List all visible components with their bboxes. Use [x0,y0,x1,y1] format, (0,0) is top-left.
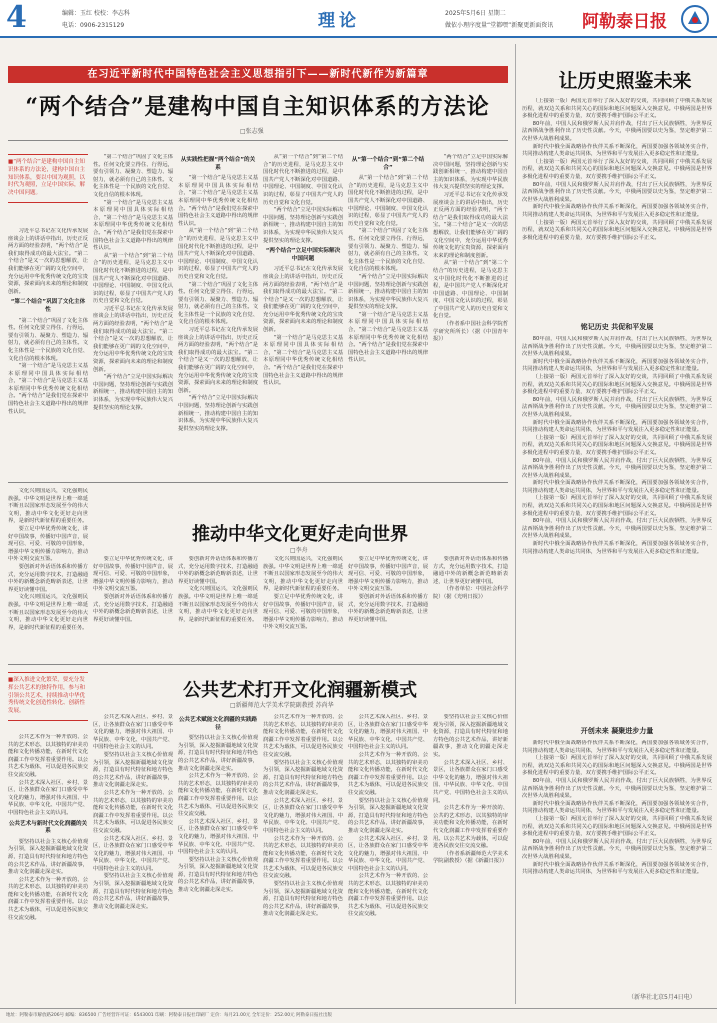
article1-column-6: “两个结合”立足中国实际解决中国问题，坚持理论创新与实践创新相统一，推动构建中国自主的知识体系，为实现中华民族伟大复兴提供坚实的理论支撑。 习近平总书记在文化传承发展座谈会上的讲话中指出，历史正反两方面的经验表明，“两个结合”是我们取得成功的最大法宝。“第二个结合”是又一次的思想解放，让我们能够在更广阔的文化空间中，充分运用中华优秀传统文化的宝贵资源，探索面向未来的理论和制度创新。 从“第一个结合”到“第二个结合”的历史进程，是马克思主义中国化时代化不断推进的过程，是中国共产党人不断深化对中国道路、中国理论、中国制度、中国文化认识的过程，彰显了中国共产党人的历史自觉和文化自觉。 （作者系中国社会科学院哲学研究所所长）（据《中国青年报》） [433,154,508,343]
article4-column-1: 公共艺术作为一种开放的、公共的艺术形态，以其独特的审美功能和文化传播功能，在新时代文化润疆工作中发挥着重要作用。以公共艺术为载体，可以促进各民族交往交流交融。 公共艺术深入社区、乡村、景区，让各族群众在家门口感受中华文化的魅力，增强对伟大祖国、中华民族、中华文化、中国共产党、中国特色社会主义的认同。 公共艺术与新时代文化润疆的关系 要坚持以社会主义核心价值观为引领，深入挖掘新疆地域文化资源，打造具有时代特征和地方特色的公共艺术作品，讲好新疆故事，推动文化润疆走深走实。 公共艺术作为一种开放的、公共的艺术形态，以其独特的审美功能和文化传播功能，在新时代文化润疆工作中发挥着重要作用。以公共艺术为载体，可以促进各民族交往交流交融。 [8,734,88,921]
page-number: 4 [6,0,27,35]
article4-column-4: 公共艺术作为一种开放的、公共的艺术形态，以其独特的审美功能和文化传播功能，在新时代文化润疆工作中发挥着重要作用。以公共艺术为载体，可以促进各民族交往交流交融。 要坚持以社会主义核心价值观为引领，深入挖掘新疆地域文化资源，打造具有时代特征和地方特色的公共艺术作品，讲好新疆故事，推动文化润疆走深走实。 公共艺术深入社区、乡村、景区，让各族群众在家门口感受中华文化的魅力，增强对伟大祖国、中华民族、中华文化、中国共产党、中国特色社会主义的认同。 公共艺术作为一种开放的、公共的艺术形态，以其独特的审美功能和文化传播功能，在新时代文化润疆工作中发挥着重要作用。以公共艺术为载体，可以促进各民族交往交流交融。 要坚持以社会主义核心价值观为引领，深入挖掘新疆地域文化资源，打造具有时代特征和地方特色的公共艺术作品，讲好新疆故事，推动文化润疆走深走实。 [263,714,343,918]
article1-column-4: 从“第一个结合”到“第二个结合”的历史进程，是马克思主义中国化时代化不断推进的过程，是中国共产党人不断深化对中国道路、中国理论、中国制度、中国文化认识的过程，彰显了中国共产党人的历史自觉和文化自觉。 “两个结合”立足中国实际解决中国问题，坚持理论创新与实践创新相统一，推动构建中国自主的知识体系，为实现中华民族伟大复兴提供坚实的理论支撑。 “两个结合”立足中国实际解决中国问题 习近平总书记在文化传承发展座谈会上的讲话中指出，历史正反两方面的经验表明，“两个结合”是我们取得成功的最大法宝。“第二个结合”是又一次的思想解放，让我们能够在更广阔的文化空间中，充分运用中华优秀传统文化的宝贵资源，探索面向未来的理论和制度创新。 “第一个结合”是马克思主义基本原理同中国具体实际相结合，“第二个结合”是马克思主义基本原理同中华优秀传统文化相结合。“两个结合”是我们党在探索中国特色社会主义道路中得出的规律性认识。 [263,154,343,387]
article2-body-1: （上接第一版）两国元首举行了深入友好的交谈，共同回顾了中俄关系发展历程，就双边关系和共同关心的国际和地区问题深入交换意见。中俄两国是世界多极化进程中的重要力量，双方要携手维护国际公平正义。 80年前，中国人民和俄罗斯人民并肩作战，付出了巨大民族牺牲，为世界反法西斯战争胜利作出了历史性贡献。今天，中俄两国要以史为鉴，坚定维护第二次世界大战胜利成果。 新时代中俄全面战略协作伙伴关系不断深化，两国要加强各领域务实合作，共同推动构建人类命运共同体，为世界和平与发展注入更多稳定性和正能量。 （上接第一版）两国元首举行了深入友好的交谈，共同回顾了中俄关系发展历程，就双边关系和共同关心的国际和地区问题深入交换意见。中俄两国是世界多极化进程中的重要力量，双方要携手维护国际公平正义。 80年前，中国人民和俄罗斯人民并肩作战，付出了巨大民族牺牲，为世界反法西斯战争胜利作出了历史性贡献。今天，中俄两国要以史为鉴，坚定维护第二次世界大战胜利成果。 新时代中俄全面战略协作伙伴关系不断深化，两国要加强各领域务实合作，共同推动构建人类命运共同体，为世界和平与发展注入更多稳定性和正能量。 （上接第一版）两国元首举行了深入友好的交谈，共同回顾了中俄关系发展历程，就双边关系和共同关心的国际和地区问题深入交换意见。中俄两国是世界多极化进程中的重要力量，双方要携手维护国际公平正义。 [522,98,712,241]
article3-column-3: 要创新对外话语体系和传播方式，充分运用数字技术，打造融通中外的新概念新范畴新表述，让世界更好读懂中国。 文化兴则国运兴，文化强则民族强。中华文明是世界上唯一绵延不断且以国家形态发展至今的伟大文明，推动中华文化更好走向世界，是新时代新征程的重要任务。 [178,556,258,623]
article4-column-2: 公共艺术深入社区、乡村、景区，让各族群众在家门口感受中华文化的魅力，增强对伟大祖国、中华民族、中华文化、中国共产党、中国特色社会主义的认同。 要坚持以社会主义核心价值观为引领，深入挖掘新疆地域文化资源，打造具有时代特征和地方特色的公共艺术作品，讲好新疆故事，推动文化润疆走深走实。 公共艺术作为一种开放的、公共的艺术形态，以其独特的审美功能和文化传播功能，在新时代文化润疆工作中发挥着重要作用。以公共艺术为载体，可以促进各民族交往交流交融。 公共艺术深入社区、乡村、景区，让各族群众在家门口感受中华文化的魅力，增强对伟大祖国、中华民族、中华文化、中国共产党、中国特色社会主义的认同。 要坚持以社会主义核心价值观为引领，深入挖掘新疆地域文化资源，打造具有时代特征和地方特色的公共艺术作品，讲好新疆故事，推动文化润疆走深走实。 [93,714,173,910]
article2-source: （新华社北京5月4日电） [628,994,696,1001]
header-slogan: 做依小理序度量“堂都嘿”新聚更新面资讯 [445,22,554,29]
editor-credit: 编辑：玉红 校校：李志科 [62,10,130,17]
article1-column-5: 从“第一个结合”到“第二个结合” 从“第一个结合”到“第二个结合”的历史进程，是马克思主义中国化时代化不断推进的过程，是中国共产党人不断深化对中国道路、中国理论、中国制度、中国文化认识的过程，彰显了中国共产党人的历史自觉和文化自觉。 “第二个结合”巩固了文化主体性。任何文化要立得住、行得远，要有引领力、凝聚力、塑造力、辐射力，就必须有自己的主体性。文化主体性是一个民族的文化自觉、文化自信的根本体现。 “两个结合”立足中国实际解决中国问题，坚持理论创新与实践创新相统一，推动构建中国自主的知识体系，为实现中华民族伟大复兴提供坚实的理论支撑。 “第一个结合”是马克思主义基本原理同中国具体实际相结合，“第二个结合”是马克思主义基本原理同中华优秀传统文化相结合。“两个结合”是我们党在探索中国特色社会主义道路中得出的规律性认识。 [348,157,428,364]
article2-heading-1: 铭记历史 共促和平发展 [580,323,654,331]
issue-date: 2025年5月6日 星期二 [445,10,506,17]
page-header [0,0,717,38]
article3-column-1: 文化兴则国运兴，文化强则民族强。中华文明是世界上唯一绵延不断且以国家形态发展至今的伟大文明，推动中华文化更好走向世界，是新时代新征程的重要任务。 要立足中华优秀传统文化，讲好中国故事，传播好中国声音，展现可信、可爱、可敬的中国形象，增强中华文明传播力影响力，推动中外文明交流互鉴。 要创新对外话语体系和传播方式，充分运用数字技术，打造融通中外的新概念新范畴新表述，让世界更好读懂中国。 文化兴则国运兴，文化强则民族强。中华文明是世界上唯一绵延不断且以国家形态发展至今的伟大文明，推动中华文化更好走向世界，是新时代新征程的重要任务。 [8,488,88,631]
article3-column-5: 要立足中华优秀传统文化，讲好中国故事，传播好中国声音，展现可信、可爱、可敬的中国形象，增强中华文明传播力影响力，推动中外文明交流互鉴。 要创新对外话语体系和传播方式，充分运用数字技术，打造融通中外的新概念新范畴新表述，让世界更好读懂中国。 [348,556,428,623]
article4-title[interactable]: 公共艺术打开文化润疆新模式 [183,680,417,701]
newspaper-name: 阿勒泰日报 [582,12,667,32]
article1-column-3: 从实践性把握“两个结合”的关系 “第一个结合”是马克思主义基本原理同中国具体实际相结合，“第二个结合”是马克思主义基本原理同中华优秀传统文化相结合。“两个结合”是我们党在探索中国特色社会主义道路中得出的规律性认识。 从“第一个结合”到“第二个结合”的历史进程，是马克思主义中国化时代化不断推进的过程，是中国共产党人不断深化对中国道路、中国理论、中国制度、中国文化认识的过程，彰显了中国共产党人的历史自觉和文化自觉。 “第二个结合”巩固了文化主体性。任何文化要立得住、行得远，要有引领力、凝聚力、塑造力、辐射力，就必须有自己的主体性。文化主体性是一个民族的文化自觉、文化自信的根本体现。 习近平总书记在文化传承发展座谈会上的讲话中指出，历史正反两方面的经验表明，“两个结合”是我们取得成功的最大法宝。“第二个结合”是又一次的思想解放，让我们能够在更广阔的文化空间中，充分运用中华优秀传统文化的宝贵资源，探索面向未来的理论和制度创新。 “两个结合”立足中国实际解决中国问题，坚持理论创新与实践创新相统一，推动构建中国自主的知识体系，为实现中华民族伟大复兴提供坚实的理论支撑。 [178,157,258,432]
article2-title[interactable]: 让历史照鉴未来 [558,70,692,92]
divider [8,664,508,665]
article1-column-2: “第二个结合”巩固了文化主体性。任何文化要立得住、行得远，要有引领力、凝聚力、塑造力、辐射力，就必须有自己的主体性。文化主体性是一个民族的文化自觉、文化自信的根本体现。 “第一个结合”是马克思主义基本原理同中国具体实际相结合，“第二个结合”是马克思主义基本原理同中华优秀传统文化相结合。“两个结合”是我们党在探索中国特色社会主义道路中得出的规律性认识。 从“第一个结合”到“第二个结合”的历史进程，是马克思主义中国化时代化不断推进的过程，是中国共产党人不断深化对中国道路、中国理论、中国制度、中国文化认识的过程，彰显了中国共产党人的历史自觉和文化自觉。 习近平总书记在文化传承发展座谈会上的讲话中指出，历史正反两方面的经验表明，“两个结合”是我们取得成功的最大法宝。“第二个结合”是又一次的思想解放，让我们能够在更广阔的文化空间中，充分运用中华优秀传统文化的宝贵资源，探索面向未来的理论和制度创新。 “两个结合”立足中国实际解决中国问题，坚持理论创新与实践创新相统一，推动构建中国自主的知识体系，为实现中华民族伟大复兴提供坚实的理论支撑。 [93,154,173,411]
page-footer: 地址：阿勒泰市解放路206号 邮编：836500 广告经营许可证：6543001 印刷：阿勒泰日报社印刷厂 定价：每月21.00元 全年定价：252.00元 阿勒泰日报社出版 [0,1008,717,1023]
article4-column-3: 公共艺术赋能文化润疆的实践路径 要坚持以社会主义核心价值观为引领，深入挖掘新疆地域文化资源，打造具有时代特征和地方特色的公共艺术作品，讲好新疆故事，推动文化润疆走深走实。 公共艺术作为一种开放的、公共的艺术形态，以其独特的审美功能和文化传播功能，在新时代文化润疆工作中发挥着重要作用。以公共艺术为载体，可以促进各民族交往交流交融。 公共艺术深入社区、乡村、景区，让各族群众在家门口感受中华文化的魅力，增强对伟大祖国、中华民族、中华文化、中国共产党、中国特色社会主义的认同。 要坚持以社会主义核心价值观为引领，深入挖掘新疆地域文化资源，打造具有时代特征和地方特色的公共艺术作品，讲好新疆故事，推动文化润疆走深走实。 [178,717,258,894]
article2-heading-2: 开创未来 凝聚进步力量 [580,727,654,735]
article4-column-5: 公共艺术深入社区、乡村、景区，让各族群众在家门口感受中华文化的魅力，增强对伟大祖国、中华民族、中华文化、中国共产党、中国特色社会主义的认同。 公共艺术作为一种开放的、公共的艺术形态，以其独特的审美功能和文化传播功能，在新时代文化润疆工作中发挥着重要作用。以公共艺术为载体，可以促进各民族交往交流交融。 要坚持以社会主义核心价值观为引领，深入挖掘新疆地域文化资源，打造具有时代特征和地方特色的公共艺术作品，讲好新疆故事，推动文化润疆走深走实。 公共艺术深入社区、乡村、景区，让各族群众在家门口感受中华文化的魅力，增强对伟大祖国、中华民族、中华文化、中国共产党、中国特色社会主义的认同。 公共艺术作为一种开放的、公共的艺术形态，以其独特的审美功能和文化传播功能，在新时代文化润疆工作中发挥着重要作用。以公共艺术为载体，可以促进各民族交往交流交融。 [348,714,428,918]
article1-banner: 在习近平新时代中国特色社会主义思想指引下——新时代新作为新篇章 [8,66,508,83]
section-name: 理论 [318,11,360,31]
newspaper-logo-icon [680,4,710,34]
article3-author: □李舟 [290,547,308,554]
article3-title[interactable]: 推动中华文化更好走向世界 [192,524,408,545]
phone-number: 电话：0906-2315129 [62,22,125,29]
article3-column-6: 要创新对外话语体系和传播方式，充分运用数字技术，打造融通中外的新概念新范畴新表述，让世界更好读懂中国。 （作者单位：中国社会科学院）（据《光明日报》） [433,556,508,600]
article2-body-3: 新时代中俄全面战略协作伙伴关系不断深化，两国要加强各领域务实合作，共同推动构建人类命运共同体，为世界和平与发展注入更多稳定性和正能量。 （上接第一版）两国元首举行了深入友好的交谈，共同回顾了中俄关系发展历程，就双边关系和共同关心的国际和地区问题深入交换意见。中俄两国是世界多极化进程中的重要力量，双方要携手维护国际公平正义。 80年前，中国人民和俄罗斯人民并肩作战，付出了巨大民族牺牲，为世界反法西斯战争胜利作出了历史性贡献。今天，中俄两国要以史为鉴，坚定维护第二次世界大战胜利成果。 新时代中俄全面战略协作伙伴关系不断深化，两国要加强各领域务实合作，共同推动构建人类命运共同体，为世界和平与发展注入更多稳定性和正能量。 （上接第一版）两国元首举行了深入友好的交谈，共同回顾了中俄关系发展历程，就双边关系和共同关心的国际和地区问题深入交换意见。中俄两国是世界多极化进程中的重要力量，双方要携手维护国际公平正义。 80年前，中国人民和俄罗斯人民并肩作战，付出了巨大民族牺牲，为世界反法西斯战争胜利作出了历史性贡献。今天，中俄两国要以史为鉴，坚定维护第二次世界大战胜利成果。 新时代中俄全面战略协作伙伴关系不断深化，两国要加强各领域务实合作，共同推动构建人类命运共同体，为世界和平与发展注入更多稳定性和正能量。 [522,740,712,876]
article4-author: □新疆师范大学美术学院副教授 苏尚华 [230,702,334,709]
column-divider [515,44,516,1004]
article1-abstract: ■“两个结合”是建构中国自主知识体系的方法论，建构中国自主知识体系，要以中国为观照，以时代为观照，立足中国实际，解决中国问题。 [8,154,88,203]
divider [8,140,508,141]
article4-column-6: 要坚持以社会主义核心价值观为引领，深入挖掘新疆地域文化资源，打造具有时代特征和地方特色的公共艺术作品，讲好新疆故事，推动文化润疆走深走实。 公共艺术深入社区、乡村、景区，让各族群众在家门口感受中华文化的魅力，增强对伟大祖国、中华民族、中华文化、中国共产党、中国特色社会主义的认同。 公共艺术作为一种开放的、公共的艺术形态，以其独特的审美功能和文化传播功能，在新时代文化润疆工作中发挥着重要作用。以公共艺术为载体，可以促进各民族交往交流交融。 （作者系新疆师范大学美术学院副教授）（据《新疆日报》） [433,714,508,865]
article1-author: □张志强 [240,128,264,135]
article1-title[interactable]: “两个结合”是建构中国自主知识体系的方法论 [25,94,490,120]
divider [8,482,508,483]
article3-column-2: 要立足中华优秀传统文化，讲好中国故事，传播好中国声音，展现可信、可爱、可敬的中国形象，增强中华文明传播力影响力，推动中外文明交流互鉴。 要创新对外话语体系和传播方式，充分运用数字技术，打造融通中外的新概念新范畴新表述，让世界更好读懂中国。 [93,556,173,623]
article3-abstract: ■深入推进文化繁荣，要充分发挥公共艺术的独特作用，参与和引领公共艺术，持续推动中华优秀传统文化创造性转化、创新性发展。 [8,672,88,721]
article3-column-4: 文化兴则国运兴，文化强则民族强。中华文明是世界上唯一绵延不断且以国家形态发展至今的伟大文明，推动中华文化更好走向世界，是新时代新征程的重要任务。 要立足中华优秀传统文化，讲好中国故事，传播好中国声音，展现可信、可爱、可敬的中国形象，增强中华文明传播力影响力，推动中外文明交流互鉴。 [263,556,343,631]
article2-body-2: 80年前，中国人民和俄罗斯人民并肩作战，付出了巨大民族牺牲，为世界反法西斯战争胜利作出了历史性贡献。今天，中俄两国要以史为鉴，坚定维护第二次世界大战胜利成果。 新时代中俄全面战略协作伙伴关系不断深化，两国要加强各领域务实合作，共同推动构建人类命运共同体，为世界和平与发展注入更多稳定性和正能量。 （上接第一版）两国元首举行了深入友好的交谈，共同回顾了中俄关系发展历程，就双边关系和共同关心的国际和地区问题深入交换意见。中俄两国是世界多极化进程中的重要力量，双方要携手维护国际公平正义。 80年前，中国人民和俄罗斯人民并肩作战，付出了巨大民族牺牲，为世界反法西斯战争胜利作出了历史性贡献。今天，中俄两国要以史为鉴，坚定维护第二次世界大战胜利成果。 新时代中俄全面战略协作伙伴关系不断深化，两国要加强各领域务实合作，共同推动构建人类命运共同体，为世界和平与发展注入更多稳定性和正能量。 （上接第一版）两国元首举行了深入友好的交谈，共同回顾了中俄关系发展历程，就双边关系和共同关心的国际和地区问题深入交换意见。中俄两国是世界多极化进程中的重要力量，双方要携手维护国际公平正义。 80年前，中国人民和俄罗斯人民并肩作战，付出了巨大民族牺牲，为世界反法西斯战争胜利作出了历史性贡献。今天，中俄两国要以史为鉴，坚定维护第二次世界大战胜利成果。 新时代中俄全面战略协作伙伴关系不断深化，两国要加强各领域务实合作，共同推动构建人类命运共同体，为世界和平与发展注入更多稳定性和正能量。 （上接第一版）两国元首举行了深入友好的交谈，共同回顾了中俄关系发展历程，就双边关系和共同关心的国际和地区问题深入交换意见。中俄两国是世界多极化进程中的重要力量，双方要携手维护国际公平正义。 80年前，中国人民和俄罗斯人民并肩作战，付出了巨大民族牺牲，为世界反法西斯战争胜利作出了历史性贡献。今天，中俄两国要以史为鉴，坚定维护第二次世界大战胜利成果。 新时代中俄全面战略协作伙伴关系不断深化，两国要加强各领域务实合作，共同推动构建人类命运共同体，为世界和平与发展注入更多稳定性和正能量。 [522,336,712,555]
article1-column-1: 习近平总书记在文化传承发展座谈会上的讲话中指出，历史正反两方面的经验表明，“两个结合”是我们取得成功的最大法宝。“第二个结合”是又一次的思想解放，让我们能够在更广阔的文化空间中，充分运用中华优秀传统文化的宝贵资源，探索面向未来的理论和制度创新。 “第二个结合”巩固了文化主体性 “第二个结合”巩固了文化主体性。任何文化要立得住、行得远，要有引领力、凝聚力、塑造力、辐射力，就必须有自己的主体性。文化主体性是一个民族的文化自觉、文化自信的根本体现。 “第一个结合”是马克思主义基本原理同中国具体实际相结合，“第二个结合”是马克思主义基本原理同中华优秀传统文化相结合。“两个结合”是我们党在探索中国特色社会主义道路中得出的规律性认识。 [8,228,88,415]
